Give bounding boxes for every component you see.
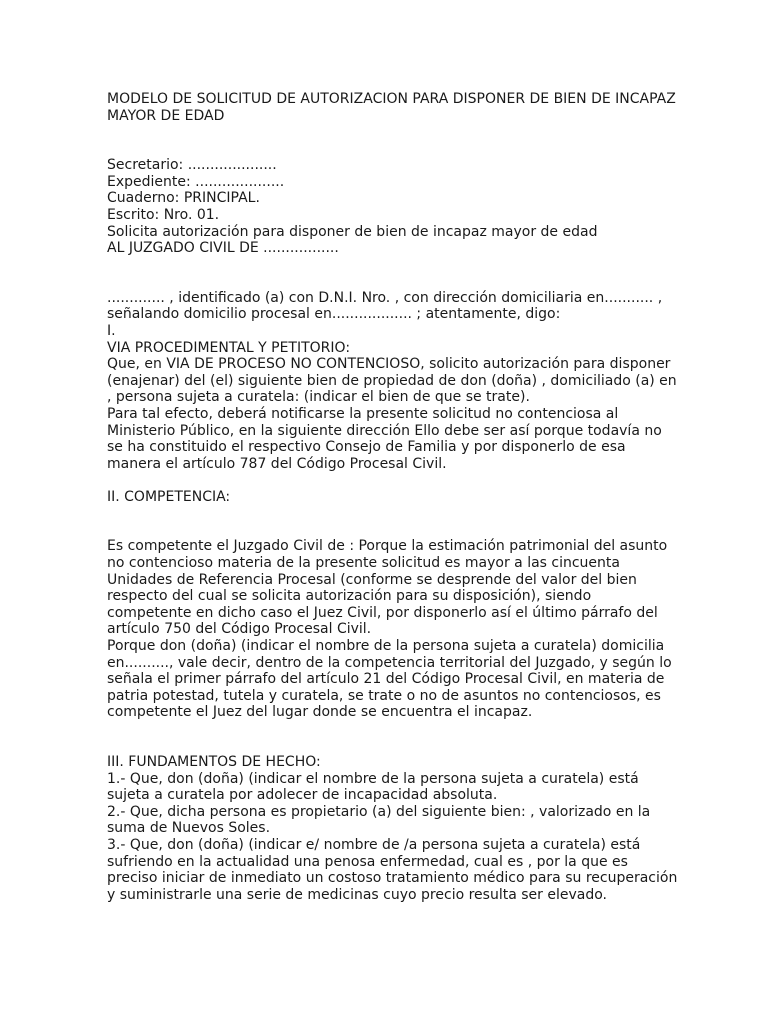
paragraph-line: competente el Juez del lugar donde se encuentra el incapaz. — [107, 704, 533, 721]
sumilla-line: Solicita autorización para disponer de bien de incapaz mayor de edad — [107, 223, 598, 240]
section-heading: VIA PROCEDIMENTAL Y PETITORIO: — [107, 339, 351, 356]
intro-line: I. — [107, 322, 116, 339]
paragraph-line: y suministrarle una serie de medicinas cuyo precio resulta ser elevado. — [107, 886, 607, 903]
paragraph-line: 2.- Que, dicha persona es propietario (a) del siguiente bien: , valorizado en la — [107, 803, 651, 820]
paragraph-line: , persona sujeta a curatela: (indicar el bien de que se trate). — [107, 389, 530, 406]
intro-paragraph — [107, 290, 672, 340]
paragraph-line: (enajenar) del (el) siguiente bien de propiedad de don (doña) , domiciliado (a) en — [107, 372, 677, 389]
section-fundamentos-hecho — [107, 754, 678, 903]
paragraph-line: sujeta a curatela por adolecer de incapacidad absoluta. — [107, 787, 498, 804]
paragraph-line: respecto del cual se solicita autorización para su disposición), siendo — [107, 588, 592, 605]
paragraph-line: preciso iniciar de inmediato un costoso tratamiento médico para su recuperación — [107, 870, 678, 887]
document-page — [107, 91, 678, 903]
section-heading: II. COMPETENCIA: — [107, 488, 231, 505]
document-title — [107, 91, 676, 124]
paragraph-line: 3.- Que, don (doña) (indicar e/ nombre de /a persona sujeta a curatela) está — [107, 836, 641, 853]
paragraph-line: no contencioso materia de la presente solicitud es mayor a las cincuenta — [107, 555, 620, 572]
cuaderno-line: Cuaderno: PRINCIPAL. — [107, 190, 260, 207]
paragraph-line: competente en dicho caso el Juez Civil, por disponerlo así el último párrafo del — [107, 604, 658, 621]
title-line: MODELO DE SOLICITUD DE AUTORIZACION PARA DISPONER DE BIEN DE INCAPAZ — [107, 91, 676, 107]
paragraph-line: señala el primer párrafo del artículo 21 del Código Procesal Civil, en materia de — [107, 671, 665, 688]
header-block — [107, 157, 672, 257]
intro-line: ............. , identificado (a) con D.N.I. Nro. , con dirección domiciliaria en........... , — [107, 289, 663, 306]
intro-line: señalando domicilio procesal en.................. ; atentamente, digo: — [107, 306, 561, 323]
section-petitorio — [107, 339, 677, 473]
paragraph-line: Para tal efecto, deberá notificarse la presente solicitud no contenciosa al — [107, 405, 619, 422]
paragraph-line: patria potestad, tutela y curatela, se trate o no de asuntos no contenciosos, es — [107, 687, 661, 704]
paragraph-line: Unidades de Referencia Procesal (conforme se desprende del valor del bien — [107, 571, 637, 588]
paragraph-line: suma de Nuevos Soles. — [107, 820, 271, 837]
escrito-line: Escrito: Nro. 01. — [107, 206, 220, 223]
section-heading: III. FUNDAMENTOS DE HECHO: — [107, 754, 321, 770]
paragraph-line: en.........., vale decir, dentro de la competencia territorial del Juzgado, y según lo — [107, 654, 672, 671]
expediente-line: Expediente: .................... — [107, 173, 285, 190]
paragraph-line: 1.- Que, don (doña) (indicar el nombre de la persona sujeta a curatela) está — [107, 770, 639, 787]
juzgado-line: AL JUZGADO CIVIL DE ................. — [107, 240, 339, 257]
paragraph-line: se ha constituido el respectivo Consejo de Familia y por disponerlo de esa — [107, 439, 626, 456]
paragraph-line: Es competente el Juzgado Civil de : Porque la estimación patrimonial del asunto — [107, 538, 668, 555]
paragraph-line: Que, en VIA DE PROCESO NO CONTENCIOSO, solicito autorización para disponer — [107, 356, 671, 373]
title-line: MAYOR DE EDAD — [107, 107, 225, 124]
section-competencia — [107, 489, 672, 721]
paragraph-line: Ministerio Público, en la siguiente dirección Ello debe ser así porque todavía no — [107, 422, 662, 439]
paragraph-line: artículo 750 del Código Procesal Civil. — [107, 621, 372, 638]
paragraph-line: manera el artículo 787 del Código Procesal Civil. — [107, 455, 447, 472]
paragraph-line: sufriendo en la actualidad una penosa enfermedad, cual es , por la que es — [107, 853, 628, 870]
paragraph-line: Porque don (doña) (indicar el nombre de la persona sujeta a curatela) domicilia — [107, 638, 665, 655]
secretario-line: Secretario: .................... — [107, 157, 277, 174]
